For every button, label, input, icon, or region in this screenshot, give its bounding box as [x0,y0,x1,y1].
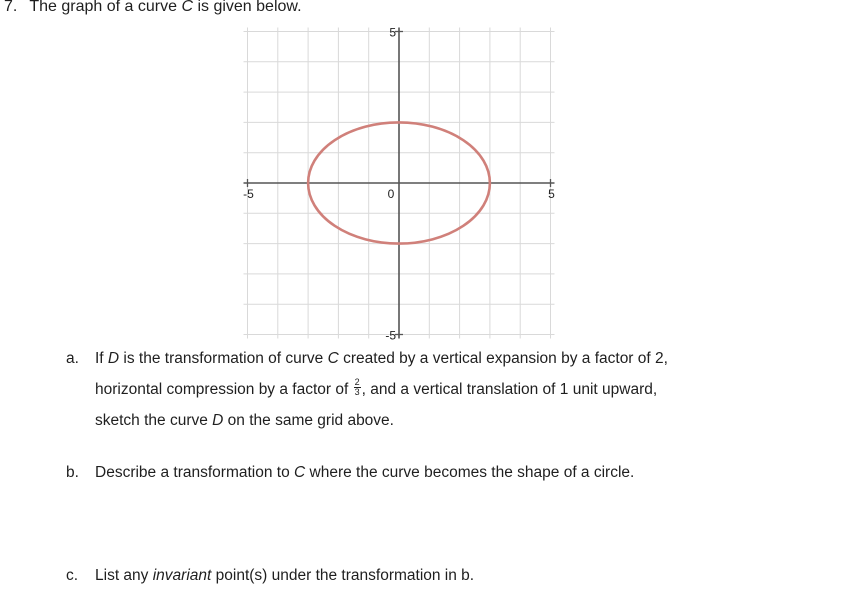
part-a-l3-post: on the same grid above. [223,412,394,429]
x-axis-label-origin: 0 [387,187,395,201]
part-b-post: where the curve becomes the shape of a circle. [305,464,635,481]
part-c-pre: List any [95,567,153,584]
part-a-var-d-2: D [212,412,224,429]
part-a-l1-post: created by a vertical expansion by a factor of 2, [338,350,668,367]
question-header [4,0,302,16]
part-a-l1-pre: If [95,350,108,367]
x-axis-label-left: -5 [243,187,254,201]
fraction-numerator: 2 [354,377,360,388]
question-curve-var: C [181,0,193,15]
coordinate-graph [228,15,568,345]
part-a-line-3 [95,405,668,436]
part-a-var-d: D [107,350,120,367]
part-a-l2-pre: horizontal compression by a factor of [95,381,353,398]
part-a-text [95,343,668,436]
question-text-before: The graph of a curve [29,0,182,15]
part-c-post: point(s) under the transformation in b. [211,567,475,584]
part-a-l1-mid: is the transformation of curve [119,350,328,367]
y-axis-label-bottom: -5 [385,328,396,343]
part-a-letter: a. [66,350,79,367]
part-a-l2-post: , and a vertical translation of 1 unit upward, [361,381,658,398]
part-c-text [95,560,474,591]
part-a-line-1 [95,343,668,374]
part-b-pre: Describe a transformation to [95,464,295,481]
question-number: 7. [4,0,18,15]
part-a-l3-pre: sketch the curve [95,412,213,429]
part-a-var-c: C [327,350,339,367]
y-axis-label-top: 5 [389,25,396,40]
part-b-text [95,457,634,488]
part-b-var-c: C [294,464,306,481]
x-axis-label-right: 5 [548,187,555,201]
part-b-letter: b. [66,464,79,481]
question-text-after: is given below. [193,0,302,15]
part-a-line-2 [95,374,668,405]
fraction-denominator: 3 [354,387,360,398]
fraction-two-thirds [354,378,361,397]
part-c-letter: c. [66,567,79,584]
part-c-invariant: invariant [152,567,212,584]
axes [244,25,555,339]
